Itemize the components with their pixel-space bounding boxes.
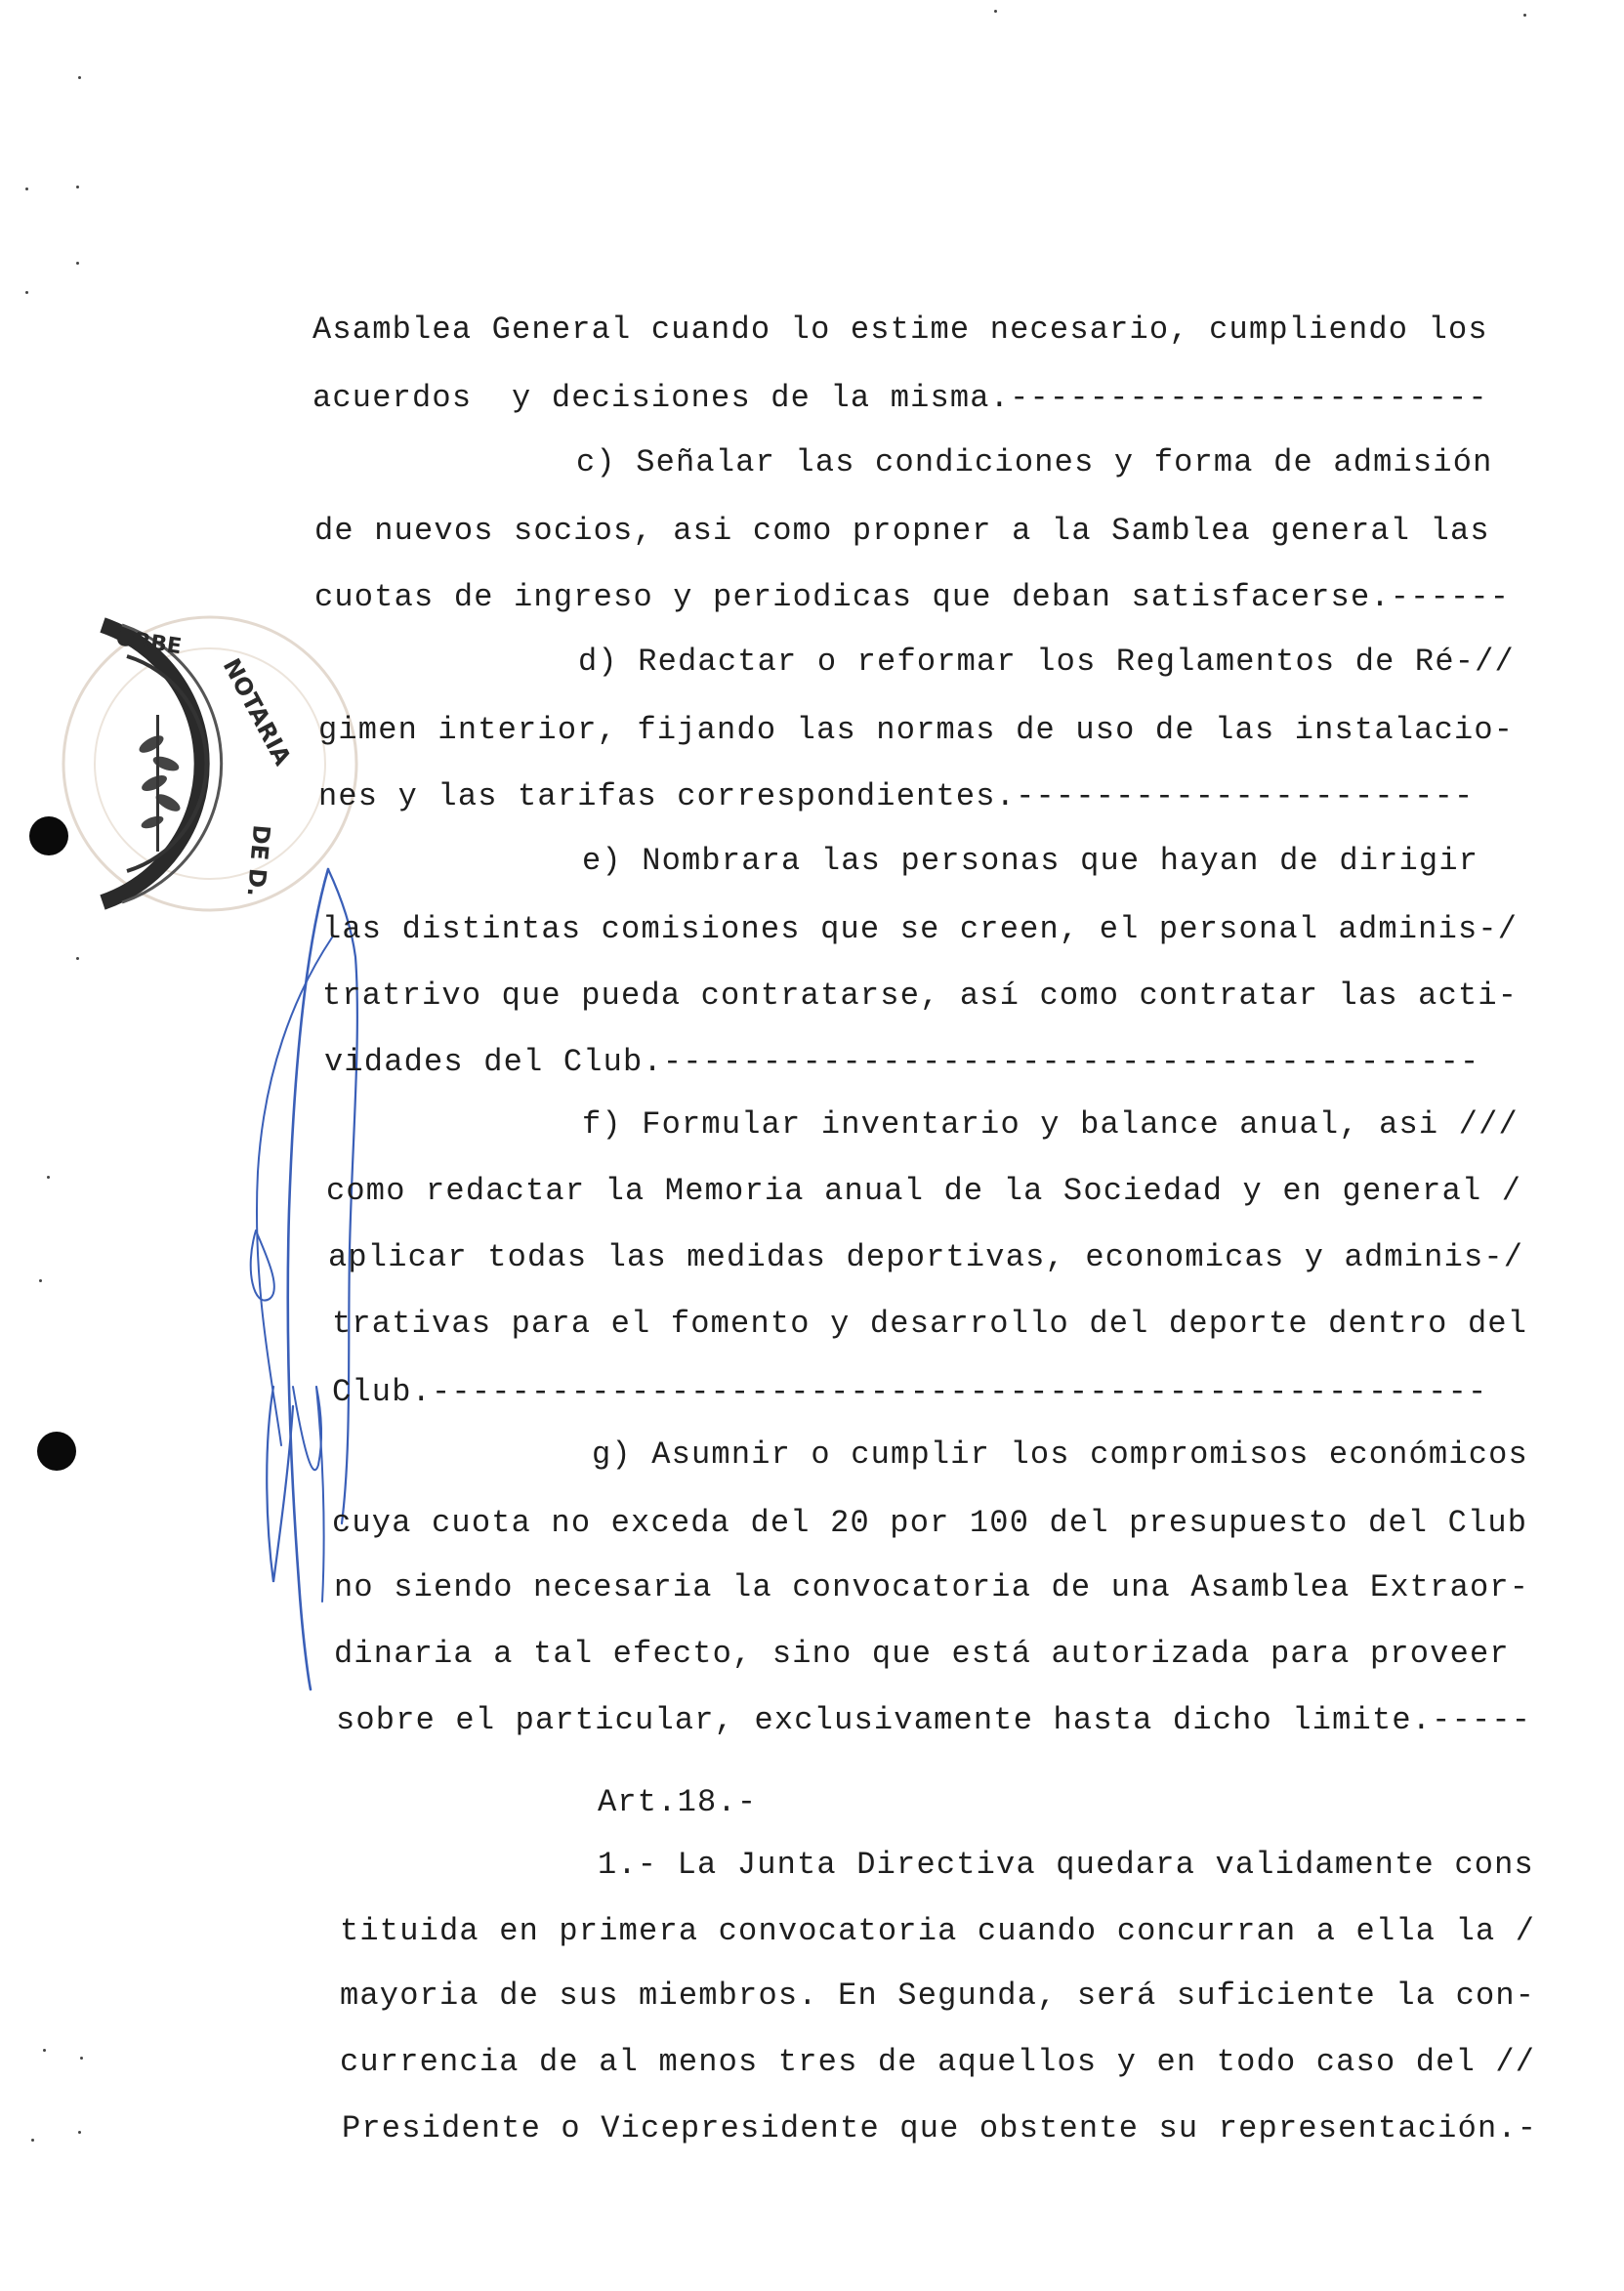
text-line: trativas para el fomento y desarrollo del deporte dentro del xyxy=(332,1306,1528,1342)
margin-speck xyxy=(78,2131,81,2134)
text-line: dinaria a tal efecto, sino que está autorizada para proveer xyxy=(334,1636,1510,1672)
text-line: vidades del Club.----------------------------------------- xyxy=(324,1044,1480,1080)
margin-speck xyxy=(76,262,79,265)
text-line: gimen interior, fijando las normas de uso de las instalacio- xyxy=(318,712,1515,748)
svg-text:NOTARIA: NOTARIA xyxy=(217,653,297,771)
margin-speck xyxy=(25,291,28,294)
text-line: cuotas de ingreso y periodicas que deban satisfacerse.------ xyxy=(314,579,1511,615)
margin-speck xyxy=(1523,14,1526,17)
margin-speck xyxy=(78,76,81,79)
svg-text:DE D.: DE D. xyxy=(241,823,275,898)
margin-speck xyxy=(47,1176,50,1179)
margin-speck xyxy=(43,2049,46,2052)
text-line: d) Redactar o reformar los Reglamentos de Ré-// xyxy=(578,644,1515,680)
text-line: e) Nombrara las personas que hayan de dirigir xyxy=(582,843,1479,879)
text-line: sobre el particular, exclusivamente hasta dicho limite.----- xyxy=(336,1702,1532,1738)
margin-speck xyxy=(76,186,79,188)
text-line: Presidente o Vicepresidente que obstente su representación.- xyxy=(342,2110,1538,2146)
text-line: cuya cuota no exceda del 20 por 100 del presupuesto del Club xyxy=(332,1505,1528,1541)
svg-text:ORBE: ORBE xyxy=(114,626,184,660)
text-line: no siendo necesaria la convocatoria de una Asamblea Extraor- xyxy=(334,1569,1530,1605)
text-line: como redactar la Memoria anual de la Sociedad y en general / xyxy=(326,1173,1522,1209)
text-line: currencia de al menos tres de aquellos y en todo caso del // xyxy=(340,2044,1536,2080)
margin-speck xyxy=(80,2057,83,2060)
margin-speck xyxy=(76,957,79,960)
article-heading: Art.18.- xyxy=(598,1784,758,1820)
text-line: tituida en primera convocatoria cuando concurran a ella la / xyxy=(340,1913,1536,1949)
text-line: 1.- La Junta Directiva quedara validamente cons xyxy=(598,1847,1534,1883)
text-line: Asamblea General cuando lo estime necesario, cumpliendo los xyxy=(312,312,1488,348)
text-line: Club.----------------------------------------------------- xyxy=(332,1374,1488,1410)
text-line: c) Señalar las condiciones y forma de admisión xyxy=(576,444,1493,480)
text-line: de nuevos socios, asi como propner a la Samblea general las xyxy=(314,513,1490,549)
text-line: mayoria de sus miembros. En Segunda, será suficiente la con- xyxy=(340,1978,1536,2014)
text-line: tratrivo que pueda contratarse, así como contratar las acti- xyxy=(322,978,1519,1014)
margin-speck xyxy=(39,1279,42,1282)
text-line: aplicar todas las medidas deportivas, economicas y adminis-/ xyxy=(328,1239,1524,1275)
text-line: g) Asumnir o cumplir los compromisos económicos xyxy=(592,1437,1528,1473)
margin-speck xyxy=(25,187,28,190)
text-line: f) Formular inventario y balance anual, asi /// xyxy=(582,1106,1519,1143)
margin-speck xyxy=(31,2139,34,2142)
text-line: acuerdos y decisiones de la misma.------------------------ xyxy=(312,380,1488,416)
punch-hole-bottom xyxy=(37,1432,76,1471)
text-line: nes y las tarifas correspondientes.----------------------- xyxy=(318,778,1475,814)
text-line: las distintas comisiones que se creen, el personal adminis-/ xyxy=(322,911,1519,947)
margin-speck xyxy=(994,10,997,13)
